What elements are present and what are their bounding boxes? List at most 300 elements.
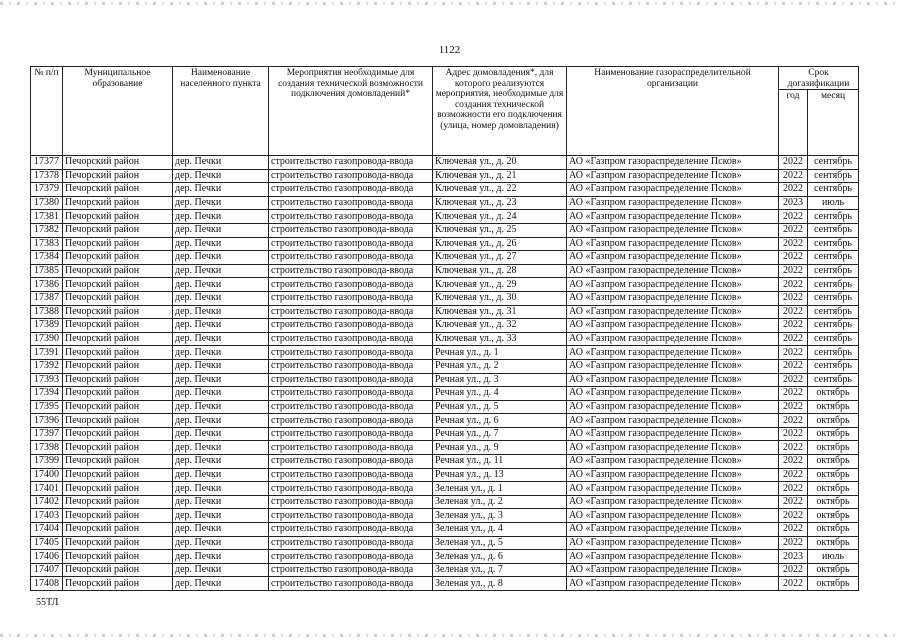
cell-num: 17388 xyxy=(31,305,63,319)
cell-year: 2022 xyxy=(779,414,808,428)
cell-organization: АО «Газпром газораспределение Псков» xyxy=(567,523,779,537)
cell-organization: АО «Газпром газораспределение Псков» xyxy=(567,169,779,183)
cell-measure: строительство газопровода-ввода xyxy=(269,264,433,278)
cell-municipality: Печорский район xyxy=(63,169,173,183)
cell-num: 17406 xyxy=(31,550,63,564)
cell-organization: АО «Газпром газораспределение Псков» xyxy=(567,563,779,577)
table-row xyxy=(31,427,859,441)
cell-measure: строительство газопровода-ввода xyxy=(269,400,433,414)
cell-num: 17383 xyxy=(31,237,63,251)
cell-measure: строительство газопровода-ввода xyxy=(269,373,433,387)
cell-municipality: Печорский район xyxy=(63,455,173,469)
cell-num: 17395 xyxy=(31,400,63,414)
cell-month: сентябрь xyxy=(808,237,859,251)
cell-measure: строительство газопровода-ввода xyxy=(269,509,433,523)
table-row xyxy=(31,577,859,591)
cell-organization: АО «Газпром газораспределение Псков» xyxy=(567,278,779,292)
cell-month: сентябрь xyxy=(808,373,859,387)
cell-organization: АО «Газпром газораспределение Псков» xyxy=(567,183,779,197)
cell-municipality: Печорский район xyxy=(63,387,173,401)
gasification-table xyxy=(30,66,859,591)
cell-year: 2022 xyxy=(779,223,808,237)
cell-municipality: Печорский район xyxy=(63,183,173,197)
cell-address: Ключевая ул., д. 32 xyxy=(433,319,567,333)
cell-year: 2022 xyxy=(779,455,808,469)
cell-address: Ключевая ул., д. 30 xyxy=(433,291,567,305)
cell-measure: строительство газопровода-ввода xyxy=(269,156,433,170)
table-row xyxy=(31,196,859,210)
header-num: № п/п xyxy=(31,67,63,156)
cell-num: 17403 xyxy=(31,509,63,523)
cell-num: 17393 xyxy=(31,373,63,387)
cell-settlement: дер. Печки xyxy=(173,441,269,455)
cell-year: 2022 xyxy=(779,495,808,509)
cell-organization: АО «Газпром газораспределение Псков» xyxy=(567,196,779,210)
cell-organization: АО «Газпром газораспределение Псков» xyxy=(567,414,779,428)
cell-municipality: Печорский район xyxy=(63,523,173,537)
table-row xyxy=(31,156,859,170)
table-row xyxy=(31,387,859,401)
cell-settlement: дер. Печки xyxy=(173,359,269,373)
cell-address: Зеленая ул., д. 2 xyxy=(433,495,567,509)
cell-year: 2022 xyxy=(779,577,808,591)
cell-address: Ключевая ул., д. 24 xyxy=(433,210,567,224)
cell-year: 2022 xyxy=(779,210,808,224)
cell-settlement: дер. Печки xyxy=(173,278,269,292)
cell-measure: строительство газопровода-ввода xyxy=(269,495,433,509)
cell-year: 2022 xyxy=(779,264,808,278)
cell-year: 2022 xyxy=(779,536,808,550)
cell-address: Ключевая ул., д. 22 xyxy=(433,183,567,197)
cell-month: октябрь xyxy=(808,455,859,469)
cell-municipality: Печорский район xyxy=(63,359,173,373)
cell-measure: строительство газопровода-ввода xyxy=(269,455,433,469)
cell-measure: строительство газопровода-ввода xyxy=(269,196,433,210)
cell-address: Ключевая ул., д. 20 xyxy=(433,156,567,170)
cell-municipality: Печорский район xyxy=(63,346,173,360)
cell-measure: строительство газопровода-ввода xyxy=(269,210,433,224)
cell-organization: АО «Газпром газораспределение Псков» xyxy=(567,223,779,237)
cell-municipality: Печорский район xyxy=(63,536,173,550)
cell-year: 2022 xyxy=(779,251,808,265)
cell-municipality: Печорский район xyxy=(63,414,173,428)
cell-address: Ключевая ул., д. 25 xyxy=(433,223,567,237)
cell-settlement: дер. Печки xyxy=(173,210,269,224)
cell-month: сентябрь xyxy=(808,156,859,170)
cell-settlement: дер. Печки xyxy=(173,455,269,469)
cell-num: 17390 xyxy=(31,332,63,346)
cell-address: Ключевая ул., д. 26 xyxy=(433,237,567,251)
cell-year: 2022 xyxy=(779,319,808,333)
table-header xyxy=(31,67,859,156)
cell-num: 17392 xyxy=(31,359,63,373)
cell-settlement: дер. Печки xyxy=(173,495,269,509)
cell-measure: строительство газопровода-ввода xyxy=(269,291,433,305)
scan-artifact-top xyxy=(0,2,899,5)
cell-month: октябрь xyxy=(808,441,859,455)
cell-month: июль xyxy=(808,196,859,210)
cell-measure: строительство газопровода-ввода xyxy=(269,482,433,496)
header-municipality: Муниципальное образование xyxy=(63,67,173,156)
cell-measure: строительство газопровода-ввода xyxy=(269,536,433,550)
cell-municipality: Печорский район xyxy=(63,400,173,414)
table-row xyxy=(31,550,859,564)
cell-month: октябрь xyxy=(808,468,859,482)
cell-address: Речная ул., д. 9 xyxy=(433,441,567,455)
cell-municipality: Печорский район xyxy=(63,305,173,319)
cell-year: 2022 xyxy=(779,156,808,170)
cell-year: 2022 xyxy=(779,523,808,537)
cell-organization: АО «Газпром газораспределение Псков» xyxy=(567,441,779,455)
cell-settlement: дер. Печки xyxy=(173,550,269,564)
cell-address: Речная ул., д. 13 xyxy=(433,468,567,482)
cell-settlement: дер. Печки xyxy=(173,319,269,333)
header-year: год xyxy=(779,90,808,156)
cell-organization: АО «Газпром газораспределение Псков» xyxy=(567,359,779,373)
cell-organization: АО «Газпром газораспределение Псков» xyxy=(567,332,779,346)
table-row xyxy=(31,319,859,333)
cell-measure: строительство газопровода-ввода xyxy=(269,183,433,197)
table-row xyxy=(31,183,859,197)
cell-measure: строительство газопровода-ввода xyxy=(269,223,433,237)
table-row xyxy=(31,468,859,482)
table-row xyxy=(31,509,859,523)
cell-num: 17378 xyxy=(31,169,63,183)
cell-month: октябрь xyxy=(808,523,859,537)
cell-address: Зеленая ул., д. 7 xyxy=(433,563,567,577)
cell-municipality: Печорский район xyxy=(63,577,173,591)
cell-year: 2022 xyxy=(779,183,808,197)
table-row xyxy=(31,305,859,319)
cell-measure: строительство газопровода-ввода xyxy=(269,468,433,482)
table-row xyxy=(31,264,859,278)
cell-settlement: дер. Печки xyxy=(173,196,269,210)
cell-municipality: Печорский район xyxy=(63,427,173,441)
cell-organization: АО «Газпром газораспределение Псков» xyxy=(567,210,779,224)
cell-month: сентябрь xyxy=(808,223,859,237)
cell-settlement: дер. Печки xyxy=(173,305,269,319)
cell-measure: строительство газопровода-ввода xyxy=(269,332,433,346)
cell-month: сентябрь xyxy=(808,319,859,333)
cell-num: 17407 xyxy=(31,563,63,577)
cell-num: 17404 xyxy=(31,523,63,537)
cell-address: Речная ул., д. 11 xyxy=(433,455,567,469)
table-row xyxy=(31,482,859,496)
cell-year: 2022 xyxy=(779,278,808,292)
cell-organization: АО «Газпром газораспределение Псков» xyxy=(567,373,779,387)
cell-organization: АО «Газпром газораспределение Псков» xyxy=(567,482,779,496)
cell-municipality: Печорский район xyxy=(63,196,173,210)
cell-organization: АО «Газпром газораспределение Псков» xyxy=(567,305,779,319)
cell-address: Зеленая ул., д. 6 xyxy=(433,550,567,564)
cell-settlement: дер. Печки xyxy=(173,156,269,170)
cell-num: 17391 xyxy=(31,346,63,360)
cell-measure: строительство газопровода-ввода xyxy=(269,346,433,360)
cell-address: Речная ул., д. 2 xyxy=(433,359,567,373)
cell-measure: строительство газопровода-ввода xyxy=(269,387,433,401)
cell-year: 2022 xyxy=(779,169,808,183)
cell-num: 17397 xyxy=(31,427,63,441)
cell-year: 2022 xyxy=(779,400,808,414)
table-row xyxy=(31,223,859,237)
cell-municipality: Печорский район xyxy=(63,373,173,387)
cell-address: Речная ул., д. 5 xyxy=(433,400,567,414)
cell-address: Речная ул., д. 1 xyxy=(433,346,567,360)
cell-num: 17377 xyxy=(31,156,63,170)
cell-year: 2023 xyxy=(779,550,808,564)
cell-address: Речная ул., д. 7 xyxy=(433,427,567,441)
cell-month: октябрь xyxy=(808,536,859,550)
table-row xyxy=(31,523,859,537)
cell-organization: АО «Газпром газораспределение Псков» xyxy=(567,550,779,564)
cell-municipality: Печорский район xyxy=(63,495,173,509)
cell-municipality: Печорский район xyxy=(63,278,173,292)
cell-address: Ключевая ул., д. 33 xyxy=(433,332,567,346)
cell-month: сентябрь xyxy=(808,210,859,224)
cell-month: октябрь xyxy=(808,509,859,523)
cell-num: 17389 xyxy=(31,319,63,333)
cell-settlement: дер. Печки xyxy=(173,346,269,360)
cell-settlement: дер. Печки xyxy=(173,482,269,496)
cell-num: 17405 xyxy=(31,536,63,550)
cell-settlement: дер. Печки xyxy=(173,523,269,537)
table-row xyxy=(31,291,859,305)
cell-address: Зеленая ул., д. 4 xyxy=(433,523,567,537)
cell-municipality: Печорский район xyxy=(63,237,173,251)
cell-month: сентябрь xyxy=(808,169,859,183)
cell-measure: строительство газопровода-ввода xyxy=(269,305,433,319)
cell-measure: строительство газопровода-ввода xyxy=(269,169,433,183)
cell-organization: АО «Газпром газораспределение Псков» xyxy=(567,509,779,523)
cell-organization: АО «Газпром газораспределение Псков» xyxy=(567,264,779,278)
page-number: 1122 xyxy=(438,44,461,56)
table-row xyxy=(31,237,859,251)
cell-month: октябрь xyxy=(808,577,859,591)
cell-measure: строительство газопровода-ввода xyxy=(269,441,433,455)
cell-settlement: дер. Печки xyxy=(173,509,269,523)
cell-settlement: дер. Печки xyxy=(173,387,269,401)
cell-month: сентябрь xyxy=(808,278,859,292)
cell-year: 2022 xyxy=(779,427,808,441)
cell-organization: АО «Газпром газораспределение Псков» xyxy=(567,400,779,414)
cell-organization: АО «Газпром газораспределение Псков» xyxy=(567,156,779,170)
table-row xyxy=(31,455,859,469)
cell-municipality: Печорский район xyxy=(63,156,173,170)
cell-month: сентябрь xyxy=(808,183,859,197)
table-row xyxy=(31,210,859,224)
cell-address: Ключевая ул., д. 31 xyxy=(433,305,567,319)
cell-month: сентябрь xyxy=(808,346,859,360)
cell-num: 17386 xyxy=(31,278,63,292)
cell-year: 2022 xyxy=(779,237,808,251)
table-row xyxy=(31,441,859,455)
cell-measure: строительство газопровода-ввода xyxy=(269,523,433,537)
cell-settlement: дер. Печки xyxy=(173,332,269,346)
cell-num: 17408 xyxy=(31,577,63,591)
cell-year: 2022 xyxy=(779,359,808,373)
table-row xyxy=(31,332,859,346)
cell-settlement: дер. Печки xyxy=(173,400,269,414)
cell-measure: строительство газопровода-ввода xyxy=(269,550,433,564)
cell-month: октябрь xyxy=(808,563,859,577)
cell-settlement: дер. Печки xyxy=(173,237,269,251)
cell-measure: строительство газопровода-ввода xyxy=(269,319,433,333)
header-address: Адрес домовладения*, для которого реализуются мероприятия, необходимые для создания технической возможности его подключения (улица, номер домовладения) xyxy=(433,67,567,156)
cell-month: октябрь xyxy=(808,387,859,401)
cell-address: Ключевая ул., д. 21 xyxy=(433,169,567,183)
cell-num: 17379 xyxy=(31,183,63,197)
cell-organization: АО «Газпром газораспределение Псков» xyxy=(567,536,779,550)
cell-num: 17382 xyxy=(31,223,63,237)
table-row xyxy=(31,563,859,577)
cell-address: Ключевая ул., д. 29 xyxy=(433,278,567,292)
scan-artifact-bottom xyxy=(0,634,899,637)
cell-settlement: дер. Печки xyxy=(173,169,269,183)
cell-measure: строительство газопровода-ввода xyxy=(269,414,433,428)
cell-year: 2022 xyxy=(779,332,808,346)
cell-address: Зеленая ул., д. 5 xyxy=(433,536,567,550)
cell-organization: АО «Газпром газораспределение Псков» xyxy=(567,468,779,482)
cell-municipality: Печорский район xyxy=(63,264,173,278)
table-row xyxy=(31,495,859,509)
cell-month: сентябрь xyxy=(808,251,859,265)
cell-municipality: Печорский район xyxy=(63,482,173,496)
cell-organization: АО «Газпром газораспределение Псков» xyxy=(567,427,779,441)
cell-num: 17399 xyxy=(31,455,63,469)
cell-municipality: Печорский район xyxy=(63,550,173,564)
cell-year: 2022 xyxy=(779,441,808,455)
cell-settlement: дер. Печки xyxy=(173,251,269,265)
cell-organization: АО «Газпром газораспределение Псков» xyxy=(567,251,779,265)
cell-address: Ключевая ул., д. 23 xyxy=(433,196,567,210)
cell-year: 2022 xyxy=(779,346,808,360)
cell-num: 17394 xyxy=(31,387,63,401)
cell-municipality: Печорский район xyxy=(63,563,173,577)
cell-organization: АО «Газпром газораспределение Псков» xyxy=(567,237,779,251)
cell-municipality: Печорский район xyxy=(63,332,173,346)
cell-address: Речная ул., д. 3 xyxy=(433,373,567,387)
table-row xyxy=(31,536,859,550)
cell-year: 2023 xyxy=(779,196,808,210)
cell-measure: строительство газопровода-ввода xyxy=(269,251,433,265)
cell-settlement: дер. Печки xyxy=(173,577,269,591)
table-body xyxy=(31,156,859,591)
cell-municipality: Печорский район xyxy=(63,441,173,455)
table-row xyxy=(31,346,859,360)
cell-municipality: Печорский район xyxy=(63,223,173,237)
table-row xyxy=(31,414,859,428)
header-organization: Наименование газораспределительной организации xyxy=(567,67,779,156)
cell-num: 17381 xyxy=(31,210,63,224)
cell-municipality: Печорский район xyxy=(63,319,173,333)
cell-organization: АО «Газпром газораспределение Псков» xyxy=(567,319,779,333)
table-row xyxy=(31,400,859,414)
cell-settlement: дер. Печки xyxy=(173,427,269,441)
cell-measure: строительство газопровода-ввода xyxy=(269,427,433,441)
cell-year: 2022 xyxy=(779,387,808,401)
cell-month: сентябрь xyxy=(808,291,859,305)
cell-settlement: дер. Печки xyxy=(173,536,269,550)
table-row xyxy=(31,359,859,373)
cell-organization: АО «Газпром газораспределение Псков» xyxy=(567,291,779,305)
cell-measure: строительство газопровода-ввода xyxy=(269,563,433,577)
header-term: Срок догазификации xyxy=(779,67,859,90)
header-measures: Мероприятия необходимые для создания технической возможности подключения домовладений* xyxy=(269,67,433,156)
cell-year: 2022 xyxy=(779,305,808,319)
cell-settlement: дер. Печки xyxy=(173,223,269,237)
cell-num: 17385 xyxy=(31,264,63,278)
cell-measure: строительство газопровода-ввода xyxy=(269,359,433,373)
cell-organization: АО «Газпром газораспределение Псков» xyxy=(567,346,779,360)
cell-measure: строительство газопровода-ввода xyxy=(269,278,433,292)
header-settlement: Наименование населенного пункта xyxy=(173,67,269,156)
table-row xyxy=(31,278,859,292)
cell-municipality: Печорский район xyxy=(63,509,173,523)
cell-measure: строительство газопровода-ввода xyxy=(269,577,433,591)
cell-num: 17402 xyxy=(31,495,63,509)
cell-year: 2022 xyxy=(779,291,808,305)
cell-municipality: Печорский район xyxy=(63,251,173,265)
cell-settlement: дер. Печки xyxy=(173,373,269,387)
cell-month: сентябрь xyxy=(808,359,859,373)
cell-num: 17387 xyxy=(31,291,63,305)
footer-code: 55ТЛ xyxy=(36,597,59,608)
cell-settlement: дер. Печки xyxy=(173,183,269,197)
cell-year: 2022 xyxy=(779,482,808,496)
cell-measure: строительство газопровода-ввода xyxy=(269,237,433,251)
cell-organization: АО «Газпром газораспределение Псков» xyxy=(567,495,779,509)
cell-num: 17396 xyxy=(31,414,63,428)
cell-month: сентябрь xyxy=(808,264,859,278)
cell-num: 17400 xyxy=(31,468,63,482)
cell-settlement: дер. Печки xyxy=(173,414,269,428)
cell-municipality: Печорский район xyxy=(63,468,173,482)
cell-num: 17401 xyxy=(31,482,63,496)
cell-num: 17380 xyxy=(31,196,63,210)
cell-settlement: дер. Печки xyxy=(173,468,269,482)
cell-address: Зеленая ул., д. 8 xyxy=(433,577,567,591)
cell-month: октябрь xyxy=(808,495,859,509)
cell-settlement: дер. Печки xyxy=(173,291,269,305)
cell-month: июль xyxy=(808,550,859,564)
cell-month: сентябрь xyxy=(808,305,859,319)
cell-address: Речная ул., д. 6 xyxy=(433,414,567,428)
cell-year: 2022 xyxy=(779,468,808,482)
cell-year: 2022 xyxy=(779,509,808,523)
cell-address: Зеленая ул., д. 3 xyxy=(433,509,567,523)
cell-year: 2022 xyxy=(779,373,808,387)
cell-address: Ключевая ул., д. 28 xyxy=(433,264,567,278)
cell-address: Ключевая ул., д. 27 xyxy=(433,251,567,265)
table-row xyxy=(31,373,859,387)
table-row xyxy=(31,251,859,265)
cell-organization: АО «Газпром газораспределение Псков» xyxy=(567,577,779,591)
cell-num: 17398 xyxy=(31,441,63,455)
cell-organization: АО «Газпром газораспределение Псков» xyxy=(567,455,779,469)
cell-address: Зеленая ул., д. 1 xyxy=(433,482,567,496)
cell-month: октябрь xyxy=(808,400,859,414)
header-month: месяц xyxy=(808,90,859,156)
cell-municipality: Печорский район xyxy=(63,291,173,305)
cell-organization: АО «Газпром газораспределение Псков» xyxy=(567,387,779,401)
cell-address: Речная ул., д. 4 xyxy=(433,387,567,401)
cell-num: 17384 xyxy=(31,251,63,265)
table-row xyxy=(31,169,859,183)
cell-month: октябрь xyxy=(808,482,859,496)
cell-municipality: Печорский район xyxy=(63,210,173,224)
cell-year: 2022 xyxy=(779,563,808,577)
cell-settlement: дер. Печки xyxy=(173,563,269,577)
